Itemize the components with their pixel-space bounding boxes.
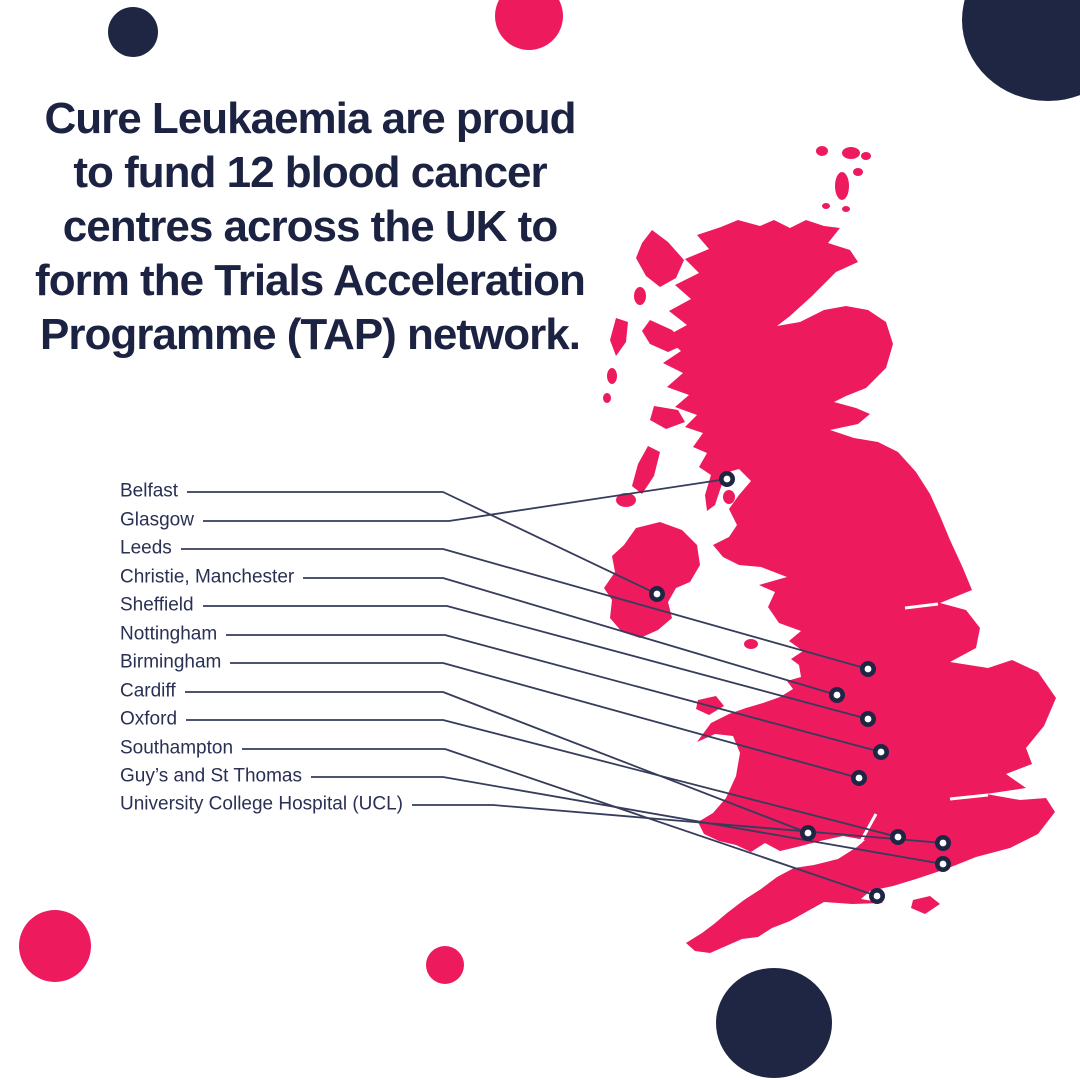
ring-marker-hole xyxy=(878,749,885,756)
ring-marker-hole xyxy=(834,692,841,699)
ring-marker-hole xyxy=(865,666,872,673)
centre-label: Birmingham xyxy=(120,651,222,673)
centre-label: University College Hospital (UCL) xyxy=(120,793,403,815)
centre-label: Glasgow xyxy=(120,509,194,531)
ring-marker-hole xyxy=(724,476,731,483)
ring-marker-hole xyxy=(940,861,947,868)
centre-label: Nottingham xyxy=(120,623,218,645)
headline-line: form the Trials Acceleration xyxy=(35,256,585,305)
headline-line: to fund 12 blood cancer xyxy=(73,148,547,197)
decorative-dot-navy-bottom xyxy=(716,968,832,1078)
ring-marker-hole xyxy=(895,834,902,841)
headline-line: centres across the UK to xyxy=(62,202,558,251)
decorative-dot-pink-bottom-small xyxy=(426,946,464,984)
centre-label: Christie, Manchester xyxy=(120,566,295,588)
ring-marker-hole xyxy=(940,840,947,847)
connector-line xyxy=(203,479,727,521)
headline-line: Programme (TAP) network. xyxy=(40,310,580,359)
decorative-dot-pink-bottom-left xyxy=(19,910,91,982)
connector-line xyxy=(303,578,837,695)
centre-label: Leeds xyxy=(120,537,172,559)
ring-marker-hole xyxy=(654,591,661,598)
centre-label: Oxford xyxy=(120,708,178,730)
centre-label: Southampton xyxy=(120,737,234,759)
northern-ireland-shape xyxy=(604,522,700,638)
decorative-dot-navy-top-left xyxy=(108,7,158,57)
decorative-dot-pink-top-center xyxy=(495,0,563,50)
uk-map xyxy=(603,146,1056,953)
ring-marker-hole xyxy=(865,716,872,723)
decorative-dot-navy-top-right xyxy=(962,0,1080,101)
centre-label: Cardiff xyxy=(120,680,176,702)
ring-marker-hole xyxy=(856,775,863,782)
centre-label: Belfast xyxy=(120,480,179,502)
centre-label: Guy’s and St Thomas xyxy=(120,765,303,787)
headline-line: Cure Leukaemia are proud xyxy=(44,94,576,143)
ring-marker-hole xyxy=(805,830,812,837)
ring-marker-hole xyxy=(874,893,881,900)
centre-label: Sheffield xyxy=(120,594,194,616)
headline xyxy=(10,92,610,362)
